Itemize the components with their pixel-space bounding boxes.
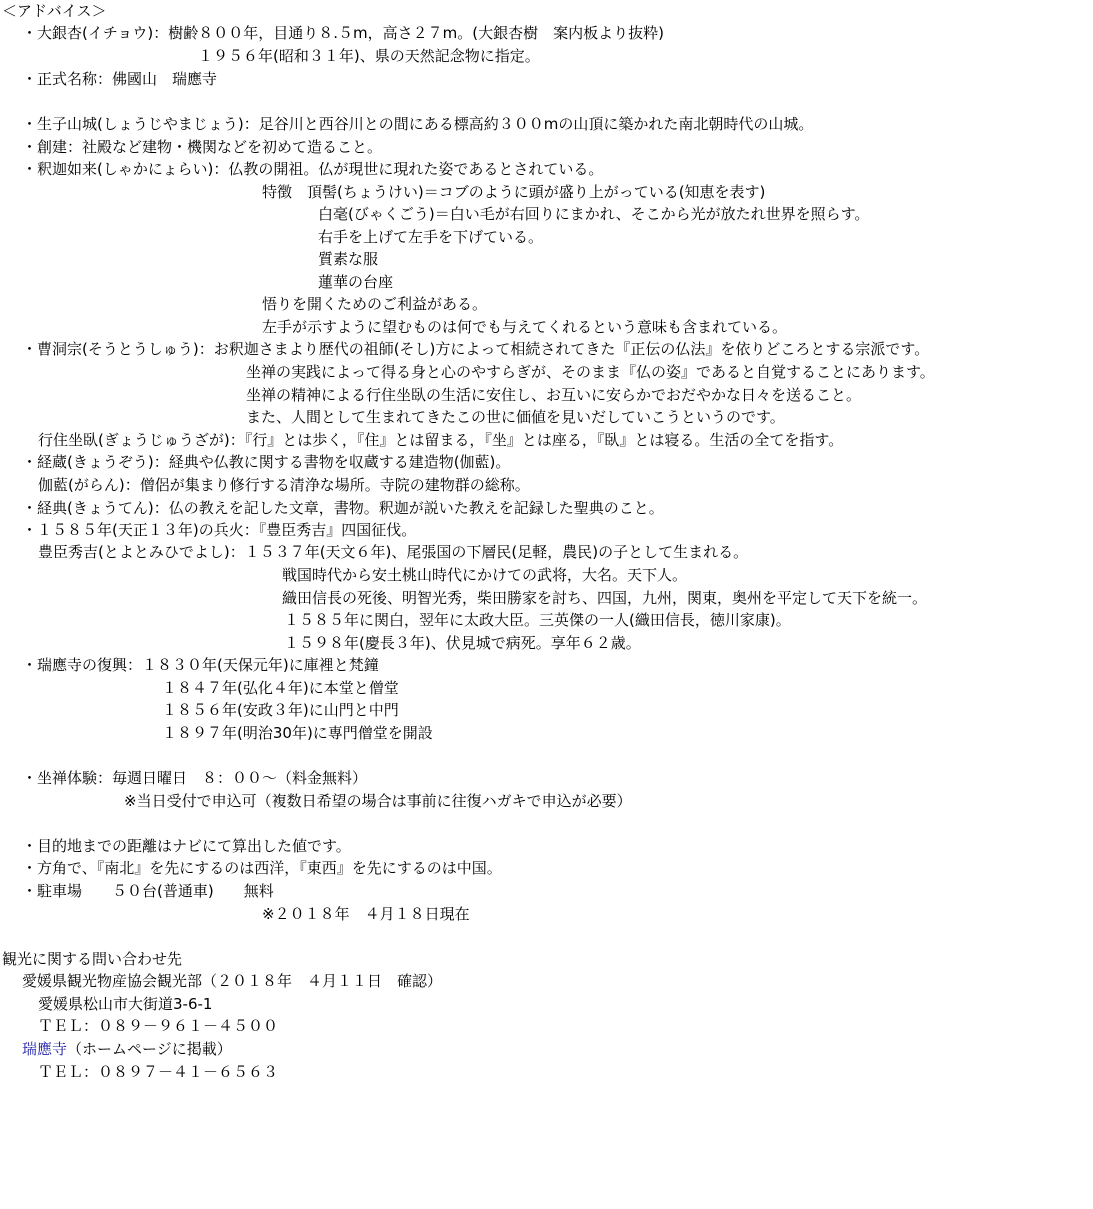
temple-homepage-link[interactable]: 瑞應寺 xyxy=(22,1040,68,1058)
temple-homepage-note: （ホームページに掲載） xyxy=(67,1040,232,1058)
hideyoshi-line-1: 豊臣秀吉(とよとみひでよし)：１５３７年(天文６年)、尾張国の下層民(足軽，農民)の子として生まれる。 xyxy=(38,543,749,561)
shaka-line-1: ・釈迦如来(しゃかにょらい)：仏教の開祖。仏が現世に現れた姿であるとされている。 xyxy=(22,160,604,178)
zazen-line-1: ・坐禅体験：毎週日曜日 ８：００～（料金無料） xyxy=(22,769,368,787)
shaka-line-2: 特徴 頂髻(ちょうけい)＝コブのように頭が盛り上がっている(知恵を表す) xyxy=(262,183,766,201)
revival-line-4: １８９７年(明治30年)に専門僧堂を開設 xyxy=(162,724,433,742)
contact-tel-temple: ＴＥＬ：０８９７－４１－６５６３ xyxy=(38,1063,279,1081)
hideyoshi-line-4: １５８５年に関白，翌年に太政大臣。三英傑の一人(織田信長，徳川家康)。 xyxy=(284,611,791,629)
contact-address: 愛媛県松山市大街道3-6-1 xyxy=(38,995,213,1013)
temple-contact-line xyxy=(22,1038,232,1060)
shaka-line-4: 右手を上げて左手を下げている。 xyxy=(318,228,544,246)
garan-line: 伽藍(がらん)：僧侶が集まり修行する清浄な場所。寺院の建物群の総称。 xyxy=(38,476,530,494)
parking-line: ・駐車場 ５０台(普通車) 無料 xyxy=(22,882,274,900)
distance-note-line: ・目的地までの距離はナビにて算出した値です。 xyxy=(22,837,351,855)
ginkgo-line-1: ・大銀杏(イチョウ)：樹齢８００年，目通り８.５m，高さ２７m。(大銀杏樹 案内板より抜粋) xyxy=(22,24,664,42)
as-of-date-line: ※２０１８年 ４月１８日現在 xyxy=(262,905,470,923)
shaka-line-8: 左手が示すように望むものは何でも与えてくれるという意味も含まれている。 xyxy=(262,318,788,336)
advice-heading: ＜アドバイス＞ xyxy=(2,2,107,20)
official-name-line: ・正式名称：佛國山 瑞應寺 xyxy=(22,70,218,88)
soto-line-1: ・曹洞宗(そうとうしゅう)：お釈迦さまより歴代の祖師(そし)方によって相続されてきた『正伝の仏法』を依りどころとする宗派です。 xyxy=(22,340,930,358)
soto-line-3: 坐禅の精神による行住坐臥の生活に安住し、お互いに安らかでおだやかな日々を送ること。 xyxy=(246,386,862,404)
hideyoshi-line-3: 織田信長の死後、明智光秀，柴田勝家を討ち、四国，九州，関東，奥州を平定して天下を統一。 xyxy=(282,589,928,607)
shaka-line-3: 白毫(びゃくごう)＝白い毛が右回りにまかれ、そこから光が放たれ世界を照らす。 xyxy=(318,205,870,223)
contact-org: 愛媛県観光物産協会観光部（２０１８年 ４月１１日 確認） xyxy=(22,972,443,990)
gyoju-line: 行住坐臥(ぎょうじゅうざが)：『行』とは歩く，『住』とは留まる，『坐』とは座る，『臥』とは寝る。生活の全てを指す。 xyxy=(38,431,844,449)
ginkgo-line-2: １９５６年(昭和３１年)、県の天然記念物に指定。 xyxy=(198,47,540,65)
contact-heading: 観光に関する問い合わせ先 xyxy=(2,950,183,968)
direction-note-line: ・方角で、『南北』を先にするのは西洋，『東西』を先にするのは中国。 xyxy=(22,859,502,877)
shaka-line-6: 蓮華の台座 xyxy=(318,273,394,291)
soto-line-4: また、人間として生まれてきたこの世に価値を見いだしていこうというのです。 xyxy=(246,408,785,426)
soto-line-2: 坐禅の実践によって得る身と心のやすらぎが、そのまま『仏の姿』であると自覚することにあります。 xyxy=(246,363,935,381)
revival-line-1: ・瑞應寺の復興：１８３０年(天保元年)に庫裡と梵鐘 xyxy=(22,656,379,674)
kyozo-line: ・経蔵(きょうぞう)：経典や仏教に関する書物を収蔵する建造物(伽藍)。 xyxy=(22,453,511,471)
hyoka-line: ・１５８５年(天正１３年)の兵火：『豊臣秀吉』四国征伐。 xyxy=(22,521,417,539)
contact-tel-tourism: ＴＥＬ：０８９－９６１－４５００ xyxy=(38,1017,279,1035)
kyoten-line: ・経典(きょうてん)：仏の教えを記した文章，書物。釈迦が説いた教えを記録した聖典のこと。 xyxy=(22,499,664,517)
shoshiyama-castle-line: ・生子山城(しょうじやまじょう)：足谷川と西谷川との間にある標高約３００mの山頂に築かれた南北朝時代の山城。 xyxy=(22,115,814,133)
revival-line-3: １８５６年(安政３年)に山門と中門 xyxy=(162,701,399,719)
shaka-line-7: 悟りを開くためのご利益がある。 xyxy=(262,295,488,313)
revival-line-2: １８４７年(弘化４年)に本堂と僧堂 xyxy=(162,679,399,697)
hideyoshi-line-2: 戦国時代から安土桃山時代にかけての武将，大名。天下人。 xyxy=(282,566,688,584)
zazen-line-2: ※当日受付で申込可（複数日希望の場合は事前に往復ハガキで申込が必要） xyxy=(124,792,632,810)
shaka-line-5: 質素な服 xyxy=(318,250,379,268)
soken-line: ・創建：社殿など建物・機関などを初めて造ること。 xyxy=(22,138,383,156)
hideyoshi-line-5: １５９８年(慶長３年)、伏見城で病死。享年６２歳。 xyxy=(284,634,641,652)
